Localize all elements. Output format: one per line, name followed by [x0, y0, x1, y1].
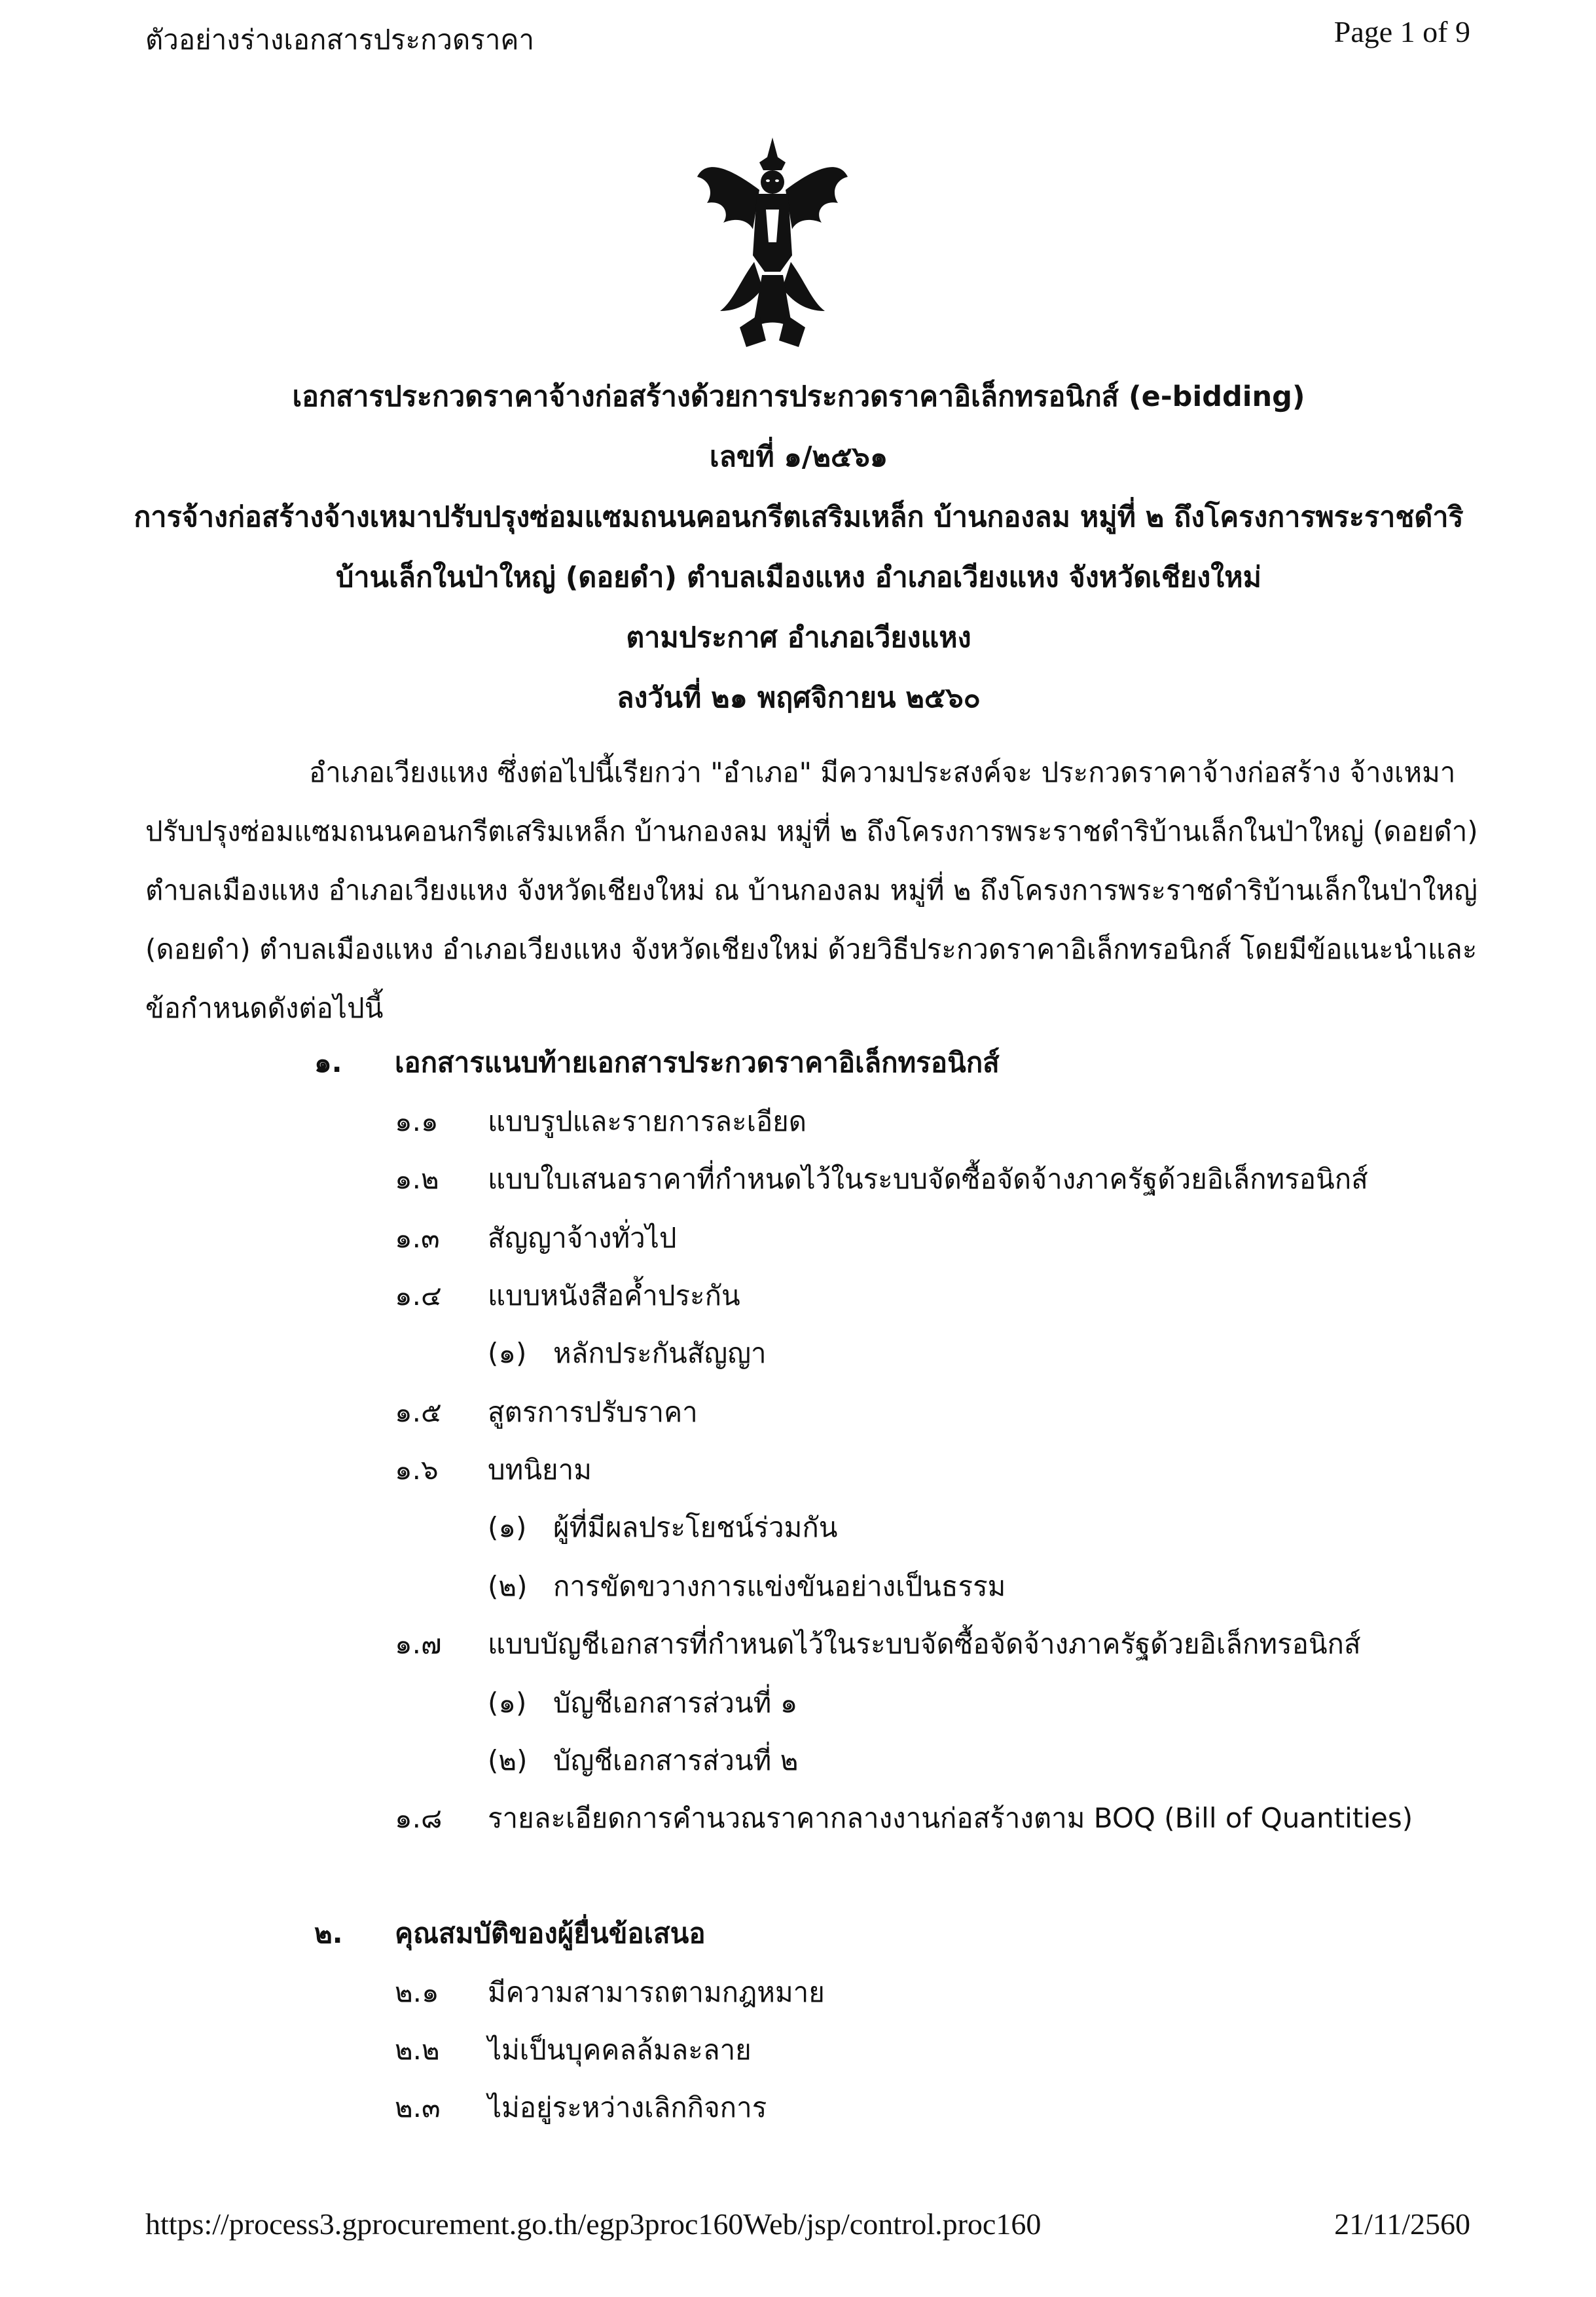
sub-item-number: (๑)	[488, 1511, 527, 1543]
list-item-number: ๑.๑	[395, 1105, 439, 1137]
list-item: มีความสามารถตามกฎหมาย	[488, 1976, 825, 2008]
list-item-number: ๒.๓	[395, 2091, 441, 2123]
list-item: แบบใบเสนอราคาที่กำหนดไว้ในระบบจัดซื้อจัดจ้างภาครัฐด้วยอิเล็กทรอนิกส์	[488, 1163, 1368, 1195]
sub-item-number: (๒)	[488, 1744, 528, 1776]
footer-date: 21/11/2560	[1334, 2207, 1470, 2241]
announcement-date: ลงวันที่ ๒๑ พฤศจิกายน ๒๕๖๐	[617, 682, 981, 714]
sub-item: หลักประกันสัญญา	[553, 1337, 767, 1369]
document-number: เลขที่ ๑/๒๕๖๑	[709, 441, 888, 473]
sub-item: ผู้ที่มีผลประโยชน์ร่วมกัน	[553, 1511, 838, 1543]
section-title: เอกสารแนบท้ายเอกสารประกวดราคาอิเล็กทรอนิกส์	[395, 1046, 1000, 1078]
list-item: แบบหนังสือค้ำประกัน	[488, 1279, 740, 1312]
list-item: แบบรูปและรายการละเอียด	[488, 1105, 807, 1137]
list-item-number: ๑.๒	[395, 1163, 439, 1195]
intro-line: (ดอยดำ) ตำบลเมืองแหง อำเภอเวียงแหง จังหวัดเชียงใหม่ ด้วยวิธีประกวดราคาอิเล็กทรอนิกส์ โดยมีข้อแนะนำและ	[145, 933, 1478, 965]
sub-item-number: (๑)	[488, 1687, 527, 1719]
intro-line: ข้อกำหนดดังต่อไปนี้	[145, 992, 384, 1024]
list-item: สูตรการปรับราคา	[488, 1396, 698, 1428]
sub-item: บัญชีเอกสารส่วนที่ ๑	[553, 1687, 798, 1719]
list-item-number: ๑.๓	[395, 1222, 440, 1254]
list-item-number: ๑.๔	[395, 1279, 442, 1312]
document-title: เอกสารประกวดราคาจ้างก่อสร้างด้วยการประกวดราคาอิเล็กทรอนิกส์ (e-bidding)	[292, 380, 1305, 413]
list-item-number: ๑.๘	[395, 1802, 443, 1834]
list-item: ไม่อยู่ระหว่างเลิกกิจการ	[488, 2091, 767, 2123]
intro-line: ตำบลเมืองแหง อำเภอเวียงแหง จังหวัดเชียงใหม่ ณ บ้านกองลม หมู่ที่ ๒ ถึงโครงการพระราชดำริบ้านเล็กในป่าใหญ่	[145, 874, 1478, 906]
announcement-ref: ตามประกาศ อำเภอเวียงแหง	[626, 621, 971, 654]
project-title-line2: บ้านเล็กในป่าใหญ่ (ดอยดำ) ตำบลเมืองแหง อำเภอเวียงแหง จังหวัดเชียงใหม่	[336, 561, 1261, 594]
footer-url: https://process3.gprocurement.go.th/egp3proc160Web/jsp/control.proc160	[145, 2207, 1042, 2241]
list-item: บทนิยาม	[488, 1454, 592, 1486]
list-item-number: ๑.๗	[395, 1628, 442, 1660]
list-item: สัญญาจ้างทั่วไป	[488, 1222, 677, 1254]
list-item: ไม่เป็นบุคคลล้มละลาย	[488, 2034, 752, 2066]
sub-item: บัญชีเอกสารส่วนที่ ๒	[553, 1744, 799, 1776]
list-item-number: ๒.๑	[395, 1976, 439, 2008]
page-number: Page 1 of 9	[1333, 15, 1470, 48]
garuda-emblem-icon	[694, 131, 851, 354]
sub-item-number: (๒)	[488, 1570, 528, 1602]
list-item-number: ๑.๕	[395, 1396, 442, 1428]
list-item-number: ๑.๖	[395, 1454, 439, 1486]
section-title: คุณสมบัติของผู้ยื่นข้อเสนอ	[395, 1917, 706, 1949]
intro-line: ปรับปรุงซ่อมแซมถนนคอนกรีตเสริมเหล็ก บ้านกองลม หมู่ที่ ๒ ถึงโครงการพระราชดำริบ้านเล็กในป่าใหญ่ (ดอยดำ)	[145, 815, 1478, 847]
project-title-line1: การจ้างก่อสร้างจ้างเหมาปรับปรุงซ่อมแซมถนนคอนกรีตเสริมเหล็ก บ้านกองลม หมู่ที่ ๒ ถึงโครงการพระราชดำริ	[134, 501, 1464, 534]
section-number: ๑.	[314, 1046, 342, 1078]
sub-item: การขัดขวางการแข่งขันอย่างเป็นธรรม	[553, 1570, 1006, 1602]
intro-paragraph	[145, 743, 1478, 1038]
list-item: รายละเอียดการคำนวณราคากลางงานก่อสร้างตาม BOQ (Bill of Quantities)	[488, 1802, 1413, 1834]
list-item: แบบบัญชีเอกสารที่กำหนดไว้ในระบบจัดซื้อจัดจ้างภาครัฐด้วยอิเล็กทรอนิกส์	[488, 1628, 1361, 1660]
intro-line: อำเภอเวียงแหง ซึ่งต่อไปนี้เรียกว่า "อำเภอ" มีความประสงค์จะ ประกวดราคาจ้างก่อสร้าง จ้างเหมา	[309, 756, 1456, 788]
document-header-label: ตัวอย่างร่างเอกสารประกวดราคา	[145, 24, 535, 56]
document-title-block	[105, 367, 1493, 728]
section-number: ๒.	[314, 1917, 343, 1949]
sub-item-number: (๑)	[488, 1337, 527, 1369]
list-item-number: ๒.๒	[395, 2034, 440, 2066]
